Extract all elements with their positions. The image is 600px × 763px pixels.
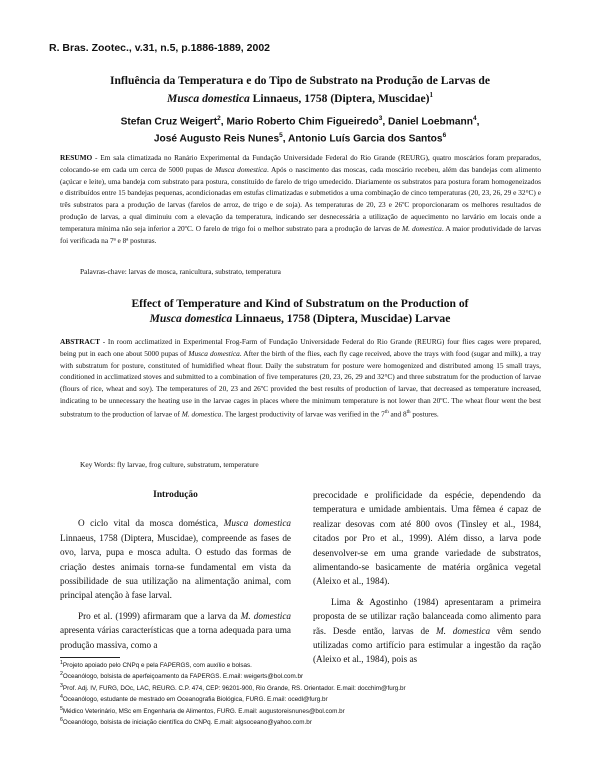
author-3: Daniel Loebmann: [388, 116, 473, 128]
abstract-text-1: - In room acclimatized in Experimental Frog-Farm of Fundação Universidade Federal do Rio Grande (REURG) four flies cages were prepared, being put in each one about 5000 pupas of: [60, 337, 541, 358]
author-list: [40, 112, 560, 147]
english-title: [60, 296, 540, 326]
abstract-text-2: . After the birth of the flies, each fly cage received, above the trays with food (sugar and milk), a tray with substratum for posture, constituted of humidified wheat flour. Daily the substratum for posture were homogenized and distributed among 15 small trays, conditioned in acclimatized stoves and submitted to a combination of five temperatures (20, 23, 26, 29 and 32°C) and three substratum for the production of larvae (flours of rice, wheat and soy). The temperatures of 20, 23 and 26ºC provided the best results of production of larvae, that decreased as temperature increased, indicating to be unnecessary the heating use in the larvae cages in places where the minimum temperature is not lower than 20ºC. The wheat flour went the best substratum to the production of larvae of: [60, 348, 541, 419]
body-paragraph-4: [313, 595, 541, 667]
resumo-species-1: Musca domestica: [215, 164, 267, 174]
abstract-text-5: postures.: [410, 409, 439, 419]
abstract-species-2: M. domestica: [181, 409, 222, 419]
resumo-text-2: . Após o nascimento das moscas, cada moscário recebeu, além das bandejas com alimento (açúcar e leite), uma bandeja com substrato para postura, constituído de farelo de trigo umedecido. Diariamente os substratos para postura foram homogeneizados e distribuídos entre 15 bandejas pequenas, acondicionadas em estufas climatizadas e submetidos a uma combinação de cinco temperaturas (20, 23, 26, 29 e 32°C) e três substratos para a produção de larvas (farelos de arroz, de trigo e de soja). As temperaturas de 20, 23 e 26ºC proporcionaram os melhores resultados de produção de larvas, a qual diminuiu com a elevação da temperatura, indicando ser desnecessária a utilização de aquecimento no larvário em locais onde a temperatura mínima não seja inferior a 20ºC. O farelo de trigo foi o melhor substrato para a produção de larvas de: [60, 164, 541, 233]
footnote-item: [60, 682, 550, 693]
footnote-item: [60, 716, 550, 727]
portuguese-title: [60, 73, 540, 106]
pt-title-footnote-mark: 1: [429, 91, 433, 99]
footnote-rule: [60, 657, 120, 658]
pt-title-line1: Influência da Temperatura e do Tipo de Substrato na Produção de Larvas de: [109, 74, 491, 87]
p2-text-a: Pro et al. (1999) afirmaram que a larva da: [78, 610, 241, 621]
footnote-text: Oceanólogo, bolsista de aperfeiçoamento da FAPERGS. E.mail: weigerts@bol.com.br: [62, 673, 304, 681]
body-column-right: [313, 488, 541, 667]
footnote-text: Projeto apoiado pelo CNPq e pela FAPERGS, com auxílio e bolsas.: [62, 662, 252, 670]
author-4: José Augusto Reis Nunes: [153, 133, 280, 145]
footnote-item: [60, 670, 550, 681]
footnote-number: 3: [60, 682, 63, 689]
en-title-rest: Linnaeus, 1758 (Diptera, Muscidae) Larvae: [232, 312, 451, 325]
author-4-mark: 5: [279, 132, 283, 140]
abstract-paragraph: [60, 336, 541, 420]
author-3-mark: 4: [472, 115, 477, 122]
authors-line1: Stefan Cruz Weigert$^2$, Mario Roberto Chim Figueiredo$^3$, Daniel Loebmann$^4$,: [120, 115, 480, 128]
section-heading-introducao: Introdução: [153, 490, 198, 500]
p1-text-a: O ciclo vital da mosca doméstica,: [78, 518, 224, 529]
pt-title-species: Musca domestica: [167, 91, 250, 105]
author-2-mark: 3: [378, 115, 383, 122]
footnote-text: Prof. Adj. IV, FURG, DOc, LAC, REURG. C.P. 474, CEP: 96201-900, Rio Grande, RS. Orientador. E.mail: docchim@furg.br: [62, 684, 406, 692]
body-paragraph-2: [60, 609, 291, 652]
footnote-number: 1: [60, 660, 63, 666]
abstract-text-4: and 8: [388, 409, 407, 419]
footnote-text: Oceanólogo, bolsista de iniciação científica do CNPq. E.mail: algsoceano@yahoo.com.br: [62, 719, 312, 727]
resumo-paragraph: [60, 152, 541, 246]
en-title-line2: [60, 311, 540, 326]
authors-line2: José Augusto Reis Nunes$^5$, Antonio Luís Garcia dos Santos$^6$: [153, 132, 447, 145]
palavras-chave: Palavras-chave: larvas de mosca, ranicultura, substrato, temperatura: [80, 267, 281, 276]
author-2: Mario Roberto Chim Figueiredo: [226, 116, 379, 128]
footnote-number: 2: [60, 671, 63, 678]
resumo-label: RESUMO: [60, 153, 93, 162]
resumo-species-2: M. domestica: [402, 223, 442, 233]
abstract-label: ABSTRACT: [60, 337, 100, 346]
p2-text-b: apresenta várias características que a torna adequada para uma produção massiva, como a: [60, 625, 291, 650]
journal-citation: R. Bras. Zootec., v.31, n.5, p.1886-1889, 2002: [49, 42, 271, 54]
footnote-text: Oceanólogo, estudante de mestrado em Oceanografia Biológica, FURG. E.mail: ocedl@furg.br: [62, 696, 328, 704]
p2-species: M. domestica: [240, 610, 292, 621]
p4-text-b: vêm sendo utilizadas como artifício para estimular a ingestão da ração (Aleixo et al., 1984), pois as: [313, 625, 541, 665]
resumo-text-1: - Em sala climatizada no Ranário Experimental da Fundação Universidade Federal do Rio Grande (REURG), quatro moscários foram preparados, colocando-se em cada um cerca de 5000 pupas de: [60, 153, 541, 174]
p4-species: M. domestica: [436, 625, 491, 636]
pt-title-line2: [60, 88, 540, 106]
footnote-item: [60, 705, 550, 716]
author-1: Stefan Cruz Weigert: [120, 116, 218, 128]
body-paragraph-3: precocidade e prolificidade da espécie, dependendo da temperatura e umidade ambientais. Uma fêmea é capaz de realizar desovas com até 800 ovos (Tinsley et al., 1984, citados por Pro et al., 1999). Além disso, a larva pode desenvolver-se em uma grande variedade de substratos, alimentando-se basicamente de matéria orgânica vegetal (Aleixo et al., 1984).: [313, 490, 541, 587]
abstract-species-1: Musca domestica: [188, 348, 240, 358]
body-paragraph-1: [60, 516, 291, 602]
footnote-item: [60, 693, 550, 704]
key-words: Key Words: fly larvae, frog culture, substratum, temperature: [80, 460, 259, 469]
footnote-number: 4: [60, 694, 63, 701]
author-5-mark: 6: [442, 132, 447, 140]
abstract-text-3: . The largest productivity of larvae was verified in the 7: [221, 409, 385, 419]
pt-title-rest: Linnaeus, 1758 (Diptera, Muscidae): [249, 91, 430, 105]
abstract-sup-1: th: [384, 409, 389, 415]
footnote-text: Médico Veterinário, MSc em Engenharia de Alimentos, FURG. E.mail: augustoreisnunes@bol.com.br: [62, 707, 345, 715]
p1-species: Musca domestica: [223, 518, 291, 529]
author-5: Antonio Luís Garcia dos Santos: [288, 133, 443, 145]
en-title-line1: Effect of Temperature and Kind of Substratum on the Production of: [131, 297, 469, 310]
author-1-mark: 2: [217, 115, 221, 122]
p1-text-b: Linnaeus, 1758 (Diptera, Muscidae), compreende as fases de ovo, larva, pupa e mosca adulta. O estudo das formas de criação destes animais torna-se fundamental em vista da possibilidade de sua utilização na alimentação animal, com principal atenção à fase larval.: [60, 532, 291, 601]
footnote-item: [60, 659, 550, 670]
footnote-number: 6: [60, 716, 63, 723]
abstract-sup-2: th: [406, 409, 411, 415]
en-title-species: Musca domestica: [149, 312, 233, 325]
footnotes: [60, 659, 550, 727]
resumo-text-3: . A maior produtividade de larvas foi verificada na 7ª e 8ª posturas.: [60, 223, 541, 245]
footnote-number: 5: [60, 705, 63, 712]
p4-text-a: Lima & Agostinho (1984) apresentaram a primeira proposta de se utilizar ração balanceada como alimento para rãs. Desde então, larvas de: [313, 596, 541, 636]
body-column-left: [60, 488, 291, 652]
